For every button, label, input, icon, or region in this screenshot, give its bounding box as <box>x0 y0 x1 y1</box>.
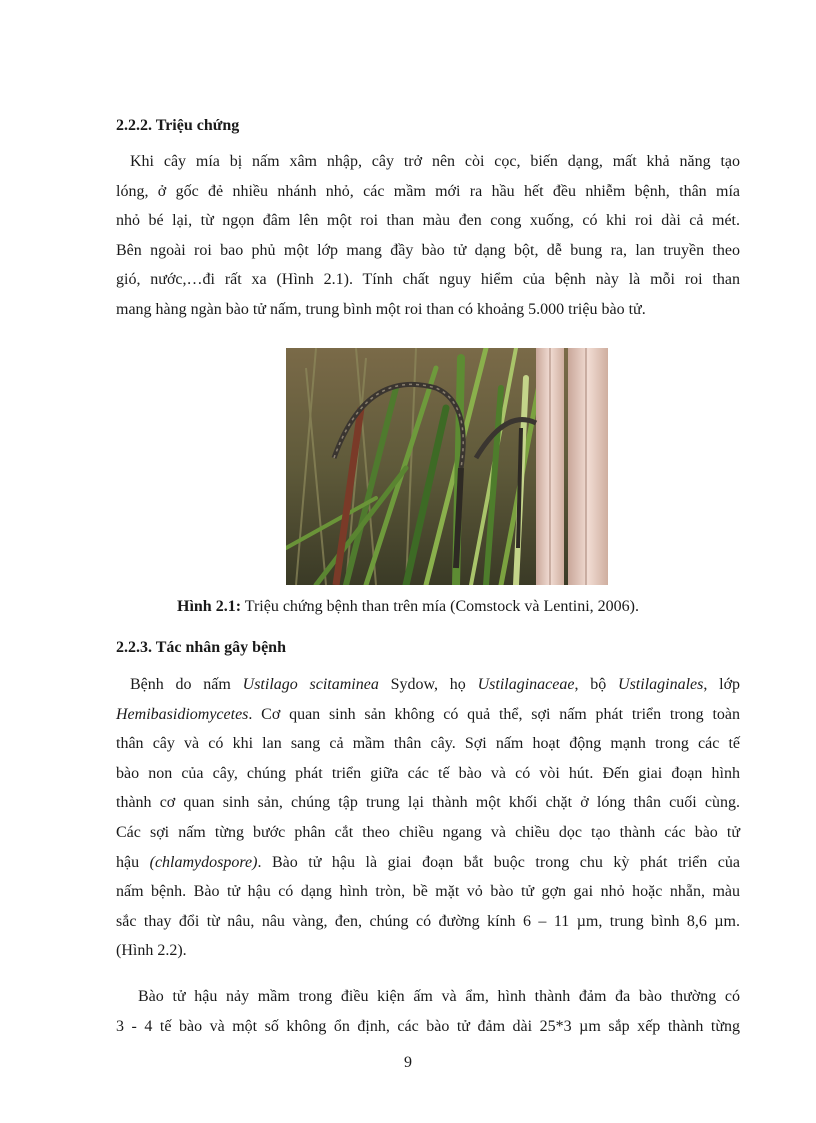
text-line: bào non của cây, chúng phát triển giữa các tế bào và có vòi hút. Đến giai đoạn hình <box>116 764 740 782</box>
text-line: 3 - 4 tế bào và một số không ổn định, các bào tử đảm dài 25*3 µm sắp xếp thành từng <box>116 1017 740 1035</box>
text-run: . Cơ quan sinh sản không có quả thể, sợi nấm phát triển trong toàn <box>248 705 740 723</box>
text-line: nấm bệnh. Bào tử hậu có dạng hình tròn, bề mặt vỏ bào tử gợn gai nhỏ hoặc nhẵn, màu <box>116 883 740 901</box>
text-run: , bộ <box>574 676 619 693</box>
section-heading-symptoms: 2.2.2. Triệu chứng <box>116 117 240 134</box>
sugarcane-smut-photo <box>286 348 608 585</box>
text-line: sắc thay đổi từ nâu, nâu vàng, đen, chúng có đường kính 6 – 11 µm, trung bình 8,6 µm. <box>116 912 740 930</box>
section-heading-pathogen: 2.2.3. Tác nhân gây bệnh <box>116 639 286 656</box>
text-run: Bệnh do nấm <box>130 676 243 693</box>
text-line: Bên ngoài roi bao phủ một lớp mang đầy bào tử dạng bột, dễ bung ra, lan truyền theo <box>116 241 740 259</box>
text-run: . Bào tử hậu là giai đoạn bắt buộc trong chu kỳ phát triển của <box>257 853 740 871</box>
text-line: thành cơ quan sinh sản, chúng tập trung lại thành một khối chặt ở lóng thân cuối cùng. <box>116 794 740 812</box>
class-name: Hemibasidiomycetes <box>116 705 249 723</box>
text-line: thân cây và có khi lan sang cả mầm thân cây. Sợi nấm hoạt động mạnh trong các tế <box>116 735 740 753</box>
text-line: gió, nước,…đi rất xa (Hình 2.1). Tính chất nguy hiểm của bệnh này là mỗi roi than <box>116 271 740 289</box>
text-run: Sydow, họ <box>378 676 478 693</box>
pathogen-paragraph <box>116 670 740 966</box>
text-line: nhỏ bé lại, từ ngọn đâm lên một roi than màu đen cong xuống, có khi roi dài cả mét. <box>116 212 740 230</box>
page-number: 9 <box>404 1054 412 1071</box>
text-line: Bào tử hậu nảy mầm trong điều kiện ấm và ẩm, hình thành đảm đa bào thường có <box>138 988 740 1005</box>
text-line: Các sợi nấm từng bước phân cắt theo chiều ngang và chiều dọc tạo thành các bào tử <box>116 823 740 841</box>
term-italic: (chlamydospore) <box>149 853 258 871</box>
order-name: Ustilaginales <box>618 676 704 693</box>
family-name: Ustilaginaceae <box>477 676 575 693</box>
text-line <box>116 700 740 730</box>
text-line: mang hàng ngàn bào tử nấm, trung bình một roi than có khoảng 5.000 triệu bào tử. <box>116 300 646 318</box>
text-line <box>116 848 740 878</box>
sugarcane-smut-illustration <box>286 348 608 585</box>
text-line: lóng, ở gốc đẻ nhiều nhánh nhỏ, các mầm mới ra hầu hết đều nhiễm bệnh, thân mía <box>116 182 740 200</box>
text-line: (Hình 2.2). <box>116 942 187 960</box>
symptoms-paragraph <box>116 147 740 325</box>
figure-caption <box>0 597 816 617</box>
species-name: Ustilago scitaminea <box>242 676 379 693</box>
caption-label: Hình 2.1: <box>177 598 242 615</box>
text-line: Khi cây mía bị nấm xâm nhập, cây trở nên còi cọc, biến dạng, mất khả năng tạo <box>130 153 740 170</box>
text-run: , lớp <box>703 676 741 693</box>
germination-paragraph <box>116 982 740 1041</box>
caption-text: Triệu chứng bệnh than trên mía (Comstock và Lentini, 2006). <box>241 598 639 615</box>
text-run: hậu <box>116 853 150 871</box>
text-line <box>116 670 740 700</box>
